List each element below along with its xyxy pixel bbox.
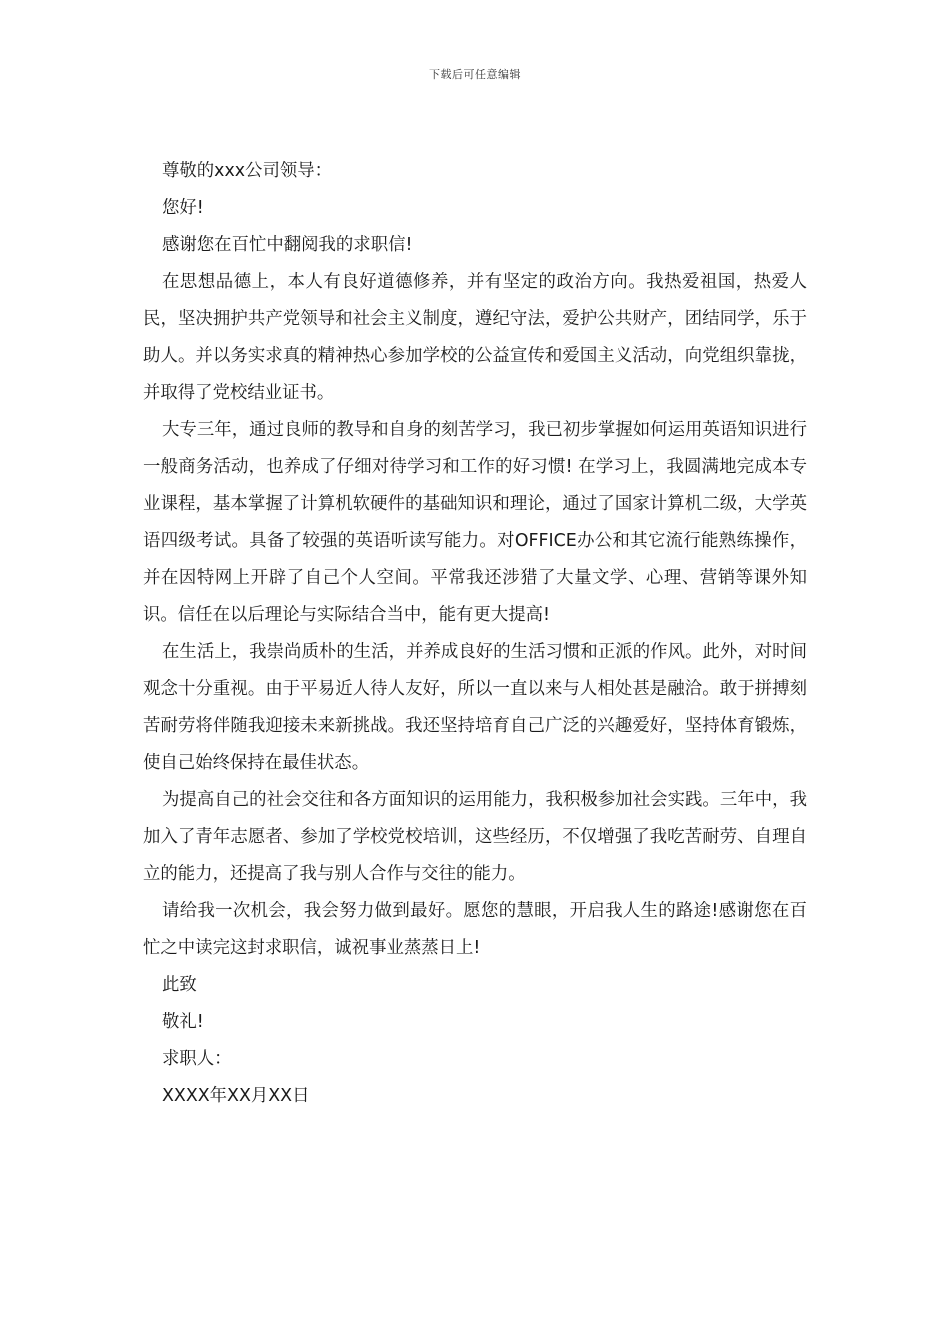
- paragraph-request: 请给我一次机会，我会努力做到最好。愿您的慧眼，开启我人生的路途!感谢您在百忙之中读完这封求职信，诚祝事业蒸蒸日上!: [143, 901, 807, 958]
- cover-letter: [143, 153, 807, 1115]
- paragraph-morality: 在思想品德上，本人有良好道德修养，并有坚定的政治方向。我热爱祖国，热爱人民，坚决拥护共产党领导和社会主义制度，遵纪守法，爱护公共财产，团结同学，乐于助人。并以务实求真的精神热心参加学校的公益宣传和爱国主义活动，向党组织靠拢，并取得了党校结业证书。: [143, 272, 807, 403]
- paragraph-life: 在生活上，我崇尚质朴的生活，并养成良好的生活习惯和正派的作风。此外，对时间观念十分重视。由于平易近人待人友好，所以一直以来与人相处甚是融洽。敢于拼搏刻苦耐劳将伴随我迎接未来新挑战。我还坚持培育自己广泛的兴趣爱好，坚持体育锻炼，使自己始终保持在最佳状态。: [143, 642, 807, 773]
- closing-salute: 敬礼!: [162, 1012, 204, 1032]
- signature-line: 求职人：: [162, 1049, 232, 1069]
- paragraph-practice: 为提高自己的社会交往和各方面知识的运用能力，我积极参加社会实践。三年中，我加入了青年志愿者、参加了学校党校培训，这些经历，不仅增强了我吃苦耐劳、自理自立的能力，还提高了我与别人合作与交往的能力。: [143, 790, 807, 884]
- thanks-line: 感谢您在百忙中翻阅我的求职信!: [162, 235, 413, 255]
- paragraph-study: 大专三年，通过良师的教导和自身的刻苦学习，我已初步掌握如何运用英语知识进行一般商务活动，也养成了仔细对待学习和工作的好习惯! 在学习上，我圆满地完成本专业课程，基本掌握了计算机软硬件的基础知识和理论，通过了国家计算机二级，大学英语四级考试。具备了较强的英语听读写能力。对OFFICE办公和其它流行能熟练操作，并在因特网上开辟了自己个人空间。平常我还涉猎了大量文学、心理、营销等课外知识。信任在以后理论与实际结合当中，能有更大提高!: [143, 420, 807, 625]
- salutation: 尊敬的xxx公司领导：: [162, 161, 333, 181]
- page-header-note: 下载后可任意编辑: [429, 68, 521, 81]
- greeting: 您好!: [162, 198, 204, 218]
- date-line: XXXX年XX月XX日: [162, 1086, 310, 1106]
- closing-regards: 此致: [162, 975, 197, 995]
